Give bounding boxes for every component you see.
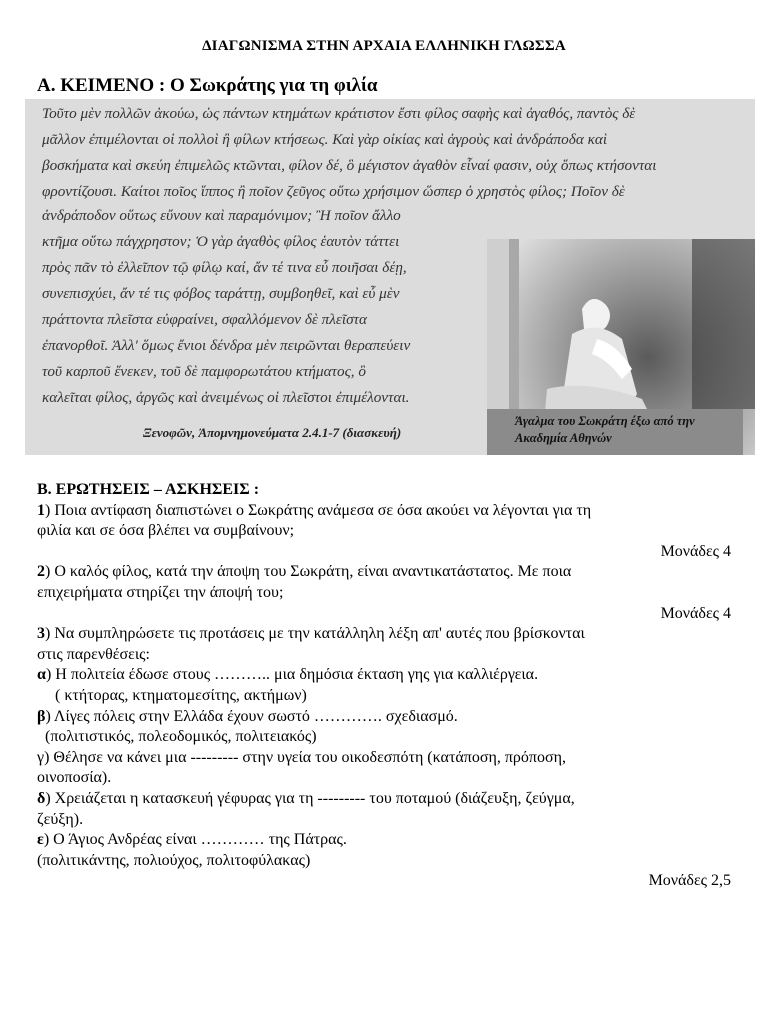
question-number: 1 — [37, 501, 45, 519]
text-line: καλεῖται φίλος, ἀργῶς καὶ ἀνειμένως οἱ πλεῖστοι ἐπιμέλονται. — [42, 389, 410, 406]
question-3-cont: στις παρενθέσεις: — [37, 645, 150, 663]
score-q3: Μονάδες 2,5 — [648, 872, 731, 890]
question-2-cont: επιχειρήματα στηρίζει την άποψή του; — [37, 583, 284, 601]
item-label: ε — [37, 831, 44, 849]
source-ref: 2.4.1-7 (διασκευή) — [299, 425, 402, 440]
item-b — [37, 707, 731, 728]
text-line: Τοῦτο μὲν πολλῶν ἀκούω, ὡς πάντων κτημάτων κράτιστον ἔστι φίλος σαφὴς καὶ ἀγαθός, παντὸς δὲ — [42, 105, 636, 122]
item-text: ) Η πολιτεία έδωσε στους ……….. μια δημόσια έκταση γης για καλλιέργεια. — [45, 666, 539, 684]
item-a-options: ( κτήτορας, κτηματομεσίτης, ακτήμων) — [55, 686, 307, 704]
item-a — [37, 665, 731, 686]
item-text: ) Χρειάζεται η κατασκευή γέφυρας για τη --------- του ποταμού (διάζευξη, ζεύγμα, — [45, 789, 575, 807]
text-line: συνεπισχύει, ἄν τέ τις φόβος ταράττῃ, συμβοηθεῖ, καὶ εὖ μὲν — [42, 285, 400, 302]
item-label: α — [37, 666, 46, 684]
item-text: ) Ο Άγιος Ανδρέας είναι ………… της Πάτρας. — [43, 831, 347, 849]
item-e — [37, 830, 731, 851]
section-b-heading: Β. ΕΡΩΤΗΣΕΙΣ – ΑΣΚΗΣΕΙΣ : — [37, 481, 260, 498]
score-q2: Μονάδες 4 — [660, 604, 731, 622]
question-1 — [37, 501, 731, 522]
question-2 — [37, 562, 731, 583]
item-d-cont: ζεύξη). — [37, 810, 84, 828]
source-author: Ξενοφῶν, — [143, 425, 199, 440]
text-line: τοῦ καρποῦ ἕνεκεν, τοῦ δὲ παμφορωτάτου κτήματος, ὃ — [42, 363, 366, 380]
text-line: βοσκήματα καὶ σκεύη ἐπιμελῶς κτῶνται, φίλον δέ, ὃ μέγιστον ἀγαθὸν εἶναί φασιν, οὐχ ὅπως κτήσονται — [42, 157, 657, 174]
section-a-heading: Α. ΚΕΙΜΕΝΟ : Ο Σωκράτης για τη φιλία — [37, 75, 378, 96]
item-label: β — [37, 707, 46, 725]
text-line: μᾶλλον ἐπιμέλονται οἱ πολλοὶ ἢ φίλων κτήσεως. Καὶ γὰρ οἰκίας καὶ ἀγροὺς καὶ ἀνδράποδα καὶ — [42, 131, 608, 148]
question-text: ) Να συμπληρώσετε τις προτάσεις με την κατάλληλη λέξη απ' αυτές που βρίσκονται — [45, 625, 585, 643]
item-c-cont: οινοποσία). — [37, 769, 112, 787]
score-q1: Μονάδες 4 — [660, 542, 731, 560]
item-e-options: (πολιτικάντης, πολιούχος, πολιτοφύλακας) — [37, 851, 311, 869]
exam-title: ΔΙΑΓΩΝΙΣΜΑ ΣΤΗΝ ΑΡΧΑΙΑ ΕΛΛΗΝΙΚΗ ΓΛΩΣΣΑ — [202, 38, 566, 54]
item-c: γ) Θέλησε να κάνει μια --------- στην υγεία του οικοδεσπότη (κατάποση, πρόποση, — [37, 748, 566, 766]
question-1-cont: φιλία και σε όσα βλέπει να συμβαίνουν; — [37, 522, 295, 540]
text-line: πρὸς πᾶν τὸ ἐλλεῖπον τῷ φίλῳ καί, ἄν τέ τινα εὖ ποιῆσαι δέῃ, — [42, 259, 407, 276]
item-b-options: (πολιτιστικός, πολεοδομικός, πολιτειακός) — [45, 728, 317, 746]
question-3 — [37, 624, 731, 645]
ancient-text-box — [25, 99, 755, 455]
source-work: Ἀπομνημονεύματα — [198, 425, 300, 440]
question-number: 2 — [37, 563, 45, 581]
questions-section — [37, 480, 731, 892]
source-citation — [143, 425, 401, 441]
photo-caption: Άγαλμα του Σωκράτη έξω από την Ακαδημία Αθηνών — [487, 409, 743, 455]
item-text: ) Λίγες πόλεις στην Ελλάδα έχουν σωστό …………. σχεδιασμό. — [45, 707, 458, 725]
item-d — [37, 789, 731, 810]
text-line: φροντίζουσι. Καίτοι ποῖος ἵππος ἢ ποῖον ζεῦγος οὕτω χρήσιμον ὥσπερ ὁ χρηστὸς φίλος; Ποῖον δὲ — [42, 183, 625, 200]
question-text: ) Ο καλός φίλος, κατά την άποψη του Σωκράτη, είναι αναντικατάστατος. Με ποια — [45, 563, 572, 581]
question-number: 3 — [37, 625, 45, 643]
text-line: πράττοντα πλεῖστα εὐφραίνει, σφαλλόμενον δὲ πλεῖστα — [42, 311, 367, 328]
item-label: δ — [37, 789, 46, 807]
question-text: ) Ποια αντίφαση διαπιστώνει ο Σωκράτης ανάμεσα σε όσα ακούει να λέγονται για τη — [45, 501, 592, 519]
text-line: ἐπανορθοῖ. Ἀλλ' ὅμως ἔνιοι δένδρα μὲν πειρῶνται θεραπεύειν — [42, 337, 411, 354]
text-line: κτῆμα οὕτω πάγχρηστον; Ὁ γὰρ ἀγαθὸς φίλος ἑαυτὸν τάττει — [42, 233, 400, 250]
text-line: ἀνδράποδον οὕτως εὔνουν καὶ παραμόνιμον; Ἢ ποῖον ἄλλο — [42, 207, 401, 224]
